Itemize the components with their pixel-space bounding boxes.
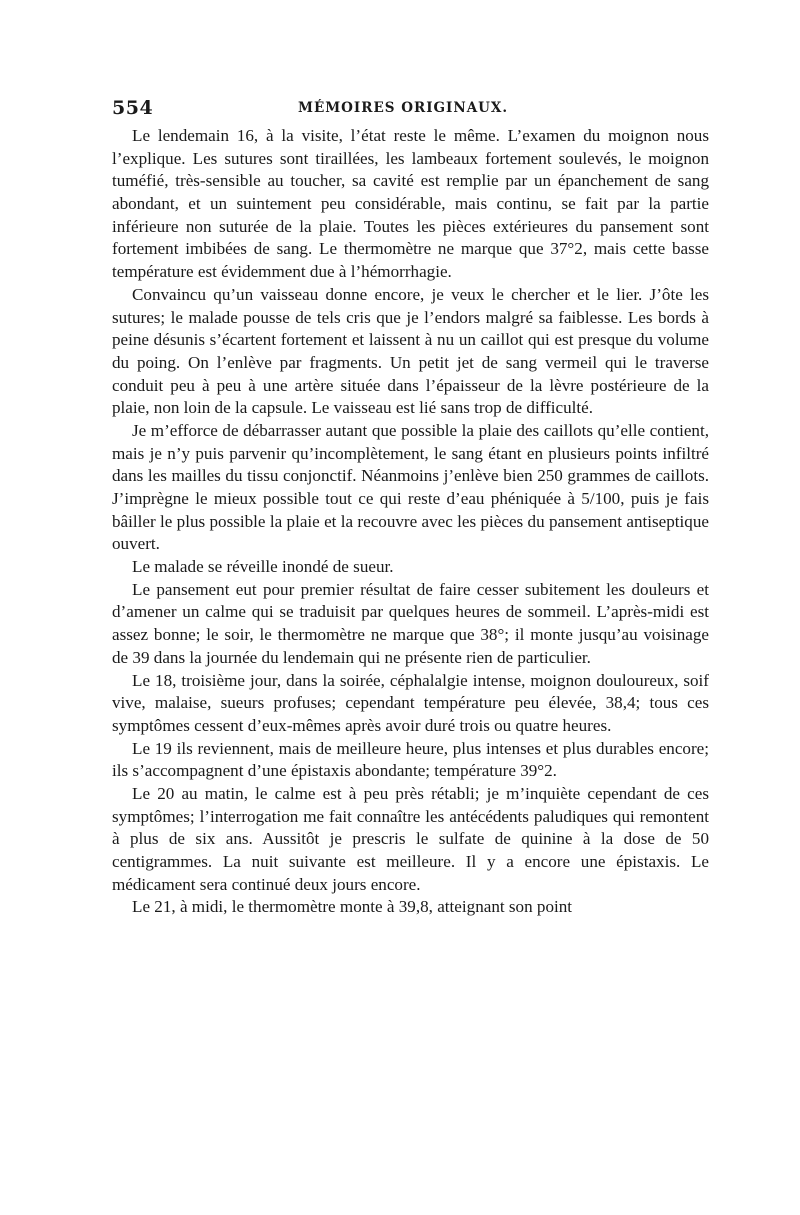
paragraph-4: Le malade se réveille inondé de sueur. (132, 557, 394, 577)
paragraph-2: Convaincu qu’un vaisseau donne encore, je veux le chercher et le lier. J’ôte les sutures; le malade pousse de tels cris que je l’endors malgré sa faiblesse. Les bords à peine désunis s’écartent fortement et laissent à nu un caillot qui est presque du volume du poing. On l’enlève par fragments. Un petit jet de sang vermeil qui le traverse conduit peu à peu à une artère située dans l’épaisseur de la lèvre postérieure de la plaie, non loin de la capsule. Le vaisseau est lié sans trop de difficulté. (112, 284, 709, 418)
paragraph-9: Le 21, à midi, le thermomètre monte à 39,8, atteignant son point (132, 897, 573, 917)
page-header (112, 97, 712, 121)
body-text (112, 125, 709, 919)
running-head: MÉMOIRES ORIGINAUX. (298, 100, 509, 116)
paragraph-6: Le 18, troisième jour, dans la soirée, céphalalgie intense, moignon douloureux, soif vive, malaise, sueurs profuses; cependant température peu élevée, 38,4; tous ces symptômes cessent d’eux-mêmes après avoir duré trois ou quatre heures. (112, 670, 709, 735)
paragraph-1: Le lendemain 16, à la visite, l’état reste le même. L’examen du moignon nous l’explique. Les sutures sont tiraillées, les lambeaux fortement soulevés, le moignon tuméfié, très-sensible au toucher, sa cavité est remplie par un épanchement de sang abondant, et un suintement peu considérable, mais continu, se fait par la partie inférieure non suturée de la plaie. Toutes les pièces extérieures du pansement sont fortement imbibées de sang. Le thermomètre ne marque que 37°2, mais cette basse température est évidemment due à l’hémorrhagie. (112, 126, 709, 282)
paragraph-7: Le 19 ils reviennent, mais de meilleure heure, plus intenses et plus durables encore; ils s’accompagnent d’une épistaxis abondante; température 39°2. (112, 738, 709, 781)
paragraph-5: Le pansement eut pour premier résultat de faire cesser subitement les douleurs et d’amener un calme qui se traduisit par quelques heures de sommeil. L’après-midi est assez bonne; le soir, le thermomètre ne marque que 38°; il monte jusqu’au voisinage de 39 dans la journée du lendemain qui ne présente rien de particulier. (112, 579, 709, 667)
page-number: 554 (112, 97, 154, 119)
paragraph-8: Le 20 au matin, le calme est à peu près rétabli; je m’inquiète cependant de ces symptômes; l’interrogation me fait connaître les antécédents paludiques qui remontent à plus de six ans. Aussitôt je prescris le sulfate de quinine à la dose de 50 centigrammes. La nuit suivante est meilleure. Il y a encore une épistaxis. Le médicament sera continué deux jours encore. (112, 783, 709, 894)
paragraph-3: Je m’efforce de débarrasser autant que possible la plaie des caillots qu’elle contient, mais je n’y puis parvenir qu’incomplètement, le sang étant en plusieurs points infiltré dans les mailles du tissu conjonctif. Néanmoins j’enlève bien 250 grammes de caillots. J’imprègne le mieux possible tout ce qui reste d’eau phéniquée à 5/100, puis je fais bâiller le plus possible la plaie et la recouvre avec les pièces du pansement antiseptique ouvert. (112, 420, 709, 554)
